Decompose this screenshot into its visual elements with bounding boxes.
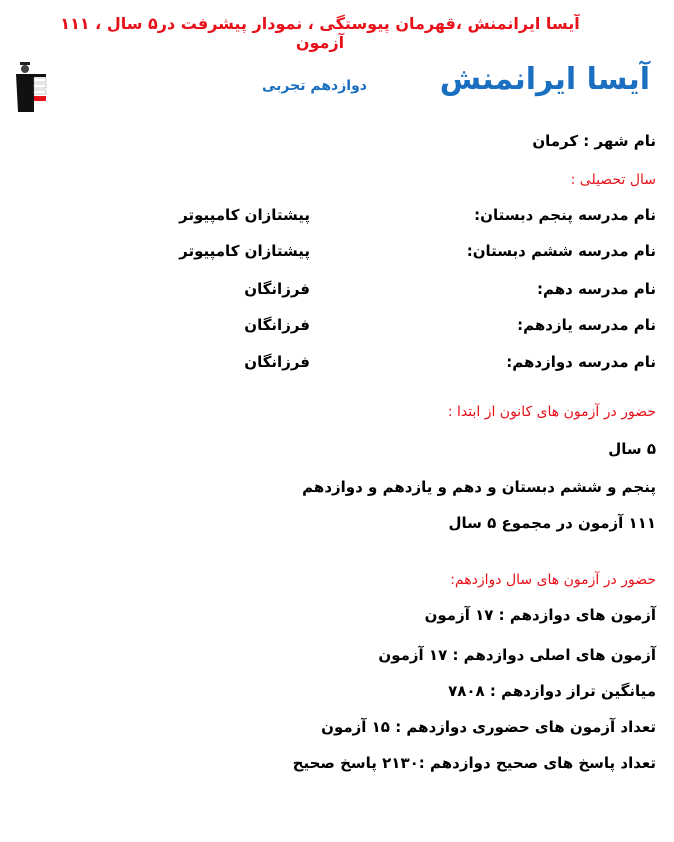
school-value-6: پیشتازان کامپیوتر [179, 242, 310, 260]
grade12-exams: آزمون های دوازدهم : ۱۷ آزمون [424, 606, 656, 624]
kanoon-graduate-logo-icon [14, 62, 48, 114]
school-value-5: پیشتازان کامپیوتر [179, 206, 310, 224]
since-start-grades: پنجم و ششم دبستان و دهم و یازدهم و دوازدهم [302, 478, 656, 496]
grade-label: دوازدهم تجربی [262, 78, 367, 94]
school-label-12: نام مدرسه دوازدهم: [506, 353, 656, 371]
school-value-10: فرزانگان [244, 280, 310, 298]
grade12-average-taraz: میانگین تراز دوازدهم : ۷۸۰۸ [448, 682, 656, 700]
grade12-main-exams: آزمون های اصلی دوازدهم : ۱۷ آزمون [378, 646, 656, 664]
grade12-correct-answers: تعداد پاسخ های صحیح دوازدهم :۲۱۳۰ پاسخ صحیح [292, 754, 656, 772]
school-label-11: نام مدرسه یازدهم: [517, 316, 656, 334]
since-start-heading: حضور در آزمون های کانون از ابتدا : [447, 404, 656, 420]
school-label-10: نام مدرسه دهم: [537, 280, 656, 298]
school-label-5: نام مدرسه پنجم دبستان: [474, 206, 656, 224]
school-label-6: نام مدرسه ششم دبستان: [466, 242, 656, 260]
page-headline: آیسا ایرانمنش ،قهرمان پیوستگی ، نمودار پیشرفت در۵ سال ، ۱۱۱ آزمون [60, 14, 580, 52]
since-start-total: ۱۱۱ آزمون در مجموع ۵ سال [448, 514, 656, 532]
school-value-11: فرزانگان [244, 316, 310, 334]
grade12-heading: حضور در آزمون های سال دوازدهم: [450, 572, 656, 588]
grade12-in-person-exams: تعداد آزمون های حضوری دوازدهم : ۱۵ آزمون [321, 718, 656, 736]
city-line: نام شهر : کرمان [532, 132, 656, 150]
academic-year-heading: سال تحصیلی : [570, 172, 656, 188]
student-name-title: آیسا ایرانمنش [439, 62, 650, 97]
since-start-years: ۵ سال [608, 440, 656, 458]
school-value-12: فرزانگان [244, 353, 310, 371]
